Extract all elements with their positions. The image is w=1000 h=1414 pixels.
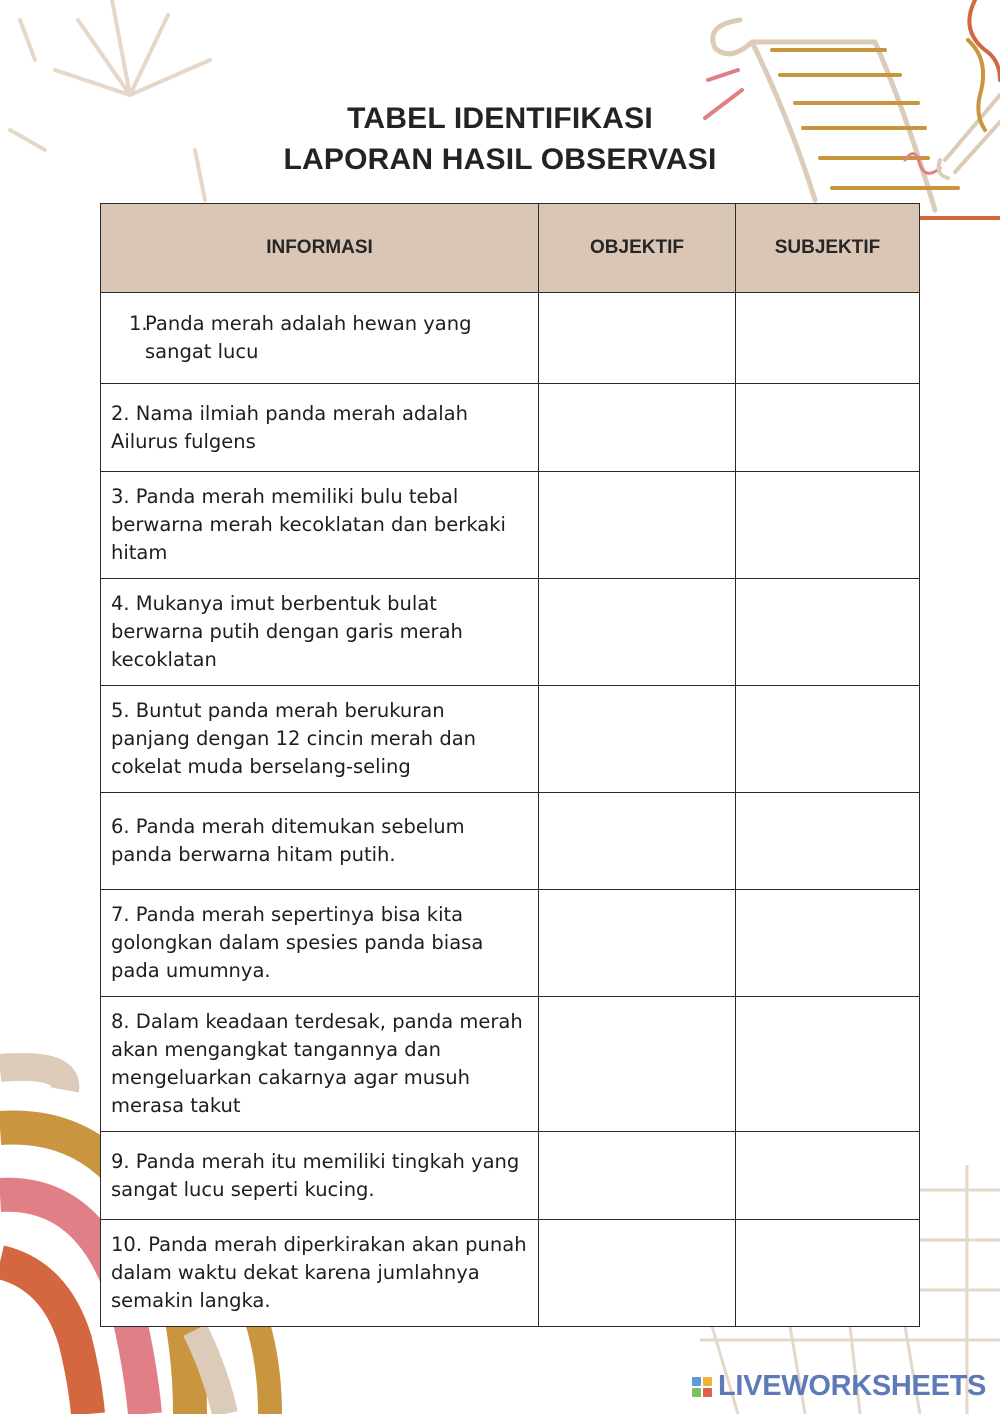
statement-list-item (111, 310, 528, 366)
objektif-answer-cell[interactable] (539, 384, 736, 472)
statement-text: 3. Panda merah memiliki bulu tebal berwarna merah kecoklatan dan berkaki hitam (101, 472, 539, 579)
objektif-answer-cell[interactable] (539, 686, 736, 793)
statement-text: 4. Mukanya imut berbentuk bulat berwarna putih dengan garis merah kecoklatan (101, 579, 539, 686)
table-row (101, 293, 920, 384)
objektif-answer-cell[interactable] (539, 1220, 736, 1327)
statement-text: 8. Dalam keadaan terdesak, panda merah akan mengangkat tangannya dan mengeluarkan cakarnya agar musuh merasa takut (101, 997, 539, 1132)
table-row (101, 384, 920, 472)
identification-table (100, 203, 920, 1327)
table-row (101, 686, 920, 793)
table-row (101, 1132, 920, 1220)
table-row (101, 890, 920, 997)
statement-text: 2. Nama ilmiah panda merah adalah Ailurus fulgens (101, 384, 539, 472)
liveworksheets-brand (692, 1370, 986, 1403)
statement-text: 5. Buntut panda merah berukuran panjang dengan 12 cincin merah dan cokelat muda berselang-seling (101, 686, 539, 793)
objektif-answer-cell[interactable] (539, 890, 736, 997)
subjektif-answer-cell[interactable] (736, 293, 920, 384)
subjektif-answer-cell[interactable] (736, 1220, 920, 1327)
objektif-answer-cell[interactable] (539, 793, 736, 890)
header-objektif: OBJEKTIF (539, 204, 736, 293)
objektif-answer-cell[interactable] (539, 472, 736, 579)
table-row (101, 579, 920, 686)
statement-text: 10. Panda merah diperkirakan akan punah dalam waktu dekat karena jumlahnya semakin langka. (101, 1220, 539, 1327)
objektif-answer-cell[interactable] (539, 997, 736, 1132)
table-row (101, 997, 920, 1132)
objektif-answer-cell[interactable] (539, 579, 736, 686)
subjektif-answer-cell[interactable] (736, 793, 920, 890)
subjektif-answer-cell[interactable] (736, 1132, 920, 1220)
subjektif-answer-cell[interactable] (736, 997, 920, 1132)
table-row (101, 1220, 920, 1327)
statement-number: 1. (129, 312, 148, 335)
subjektif-answer-cell[interactable] (736, 384, 920, 472)
header-subjektif: SUBJEKTIF (736, 204, 920, 293)
table-row (101, 472, 920, 579)
objektif-answer-cell[interactable] (539, 1132, 736, 1220)
subjektif-answer-cell[interactable] (736, 579, 920, 686)
liveworksheets-logo-icon (692, 1377, 712, 1397)
brand-name: LIVEWORKSHEETS (718, 1370, 987, 1402)
statement-text: Panda merah adalah hewan yang sangat lucu (145, 312, 472, 363)
statement-text: 6. Panda merah ditemukan sebelum panda berwarna hitam putih. (101, 793, 539, 890)
table-header-row (101, 204, 920, 293)
title-line-1: TABEL IDENTIFIKASI (347, 102, 653, 135)
subjektif-answer-cell[interactable] (736, 472, 920, 579)
table-row (101, 793, 920, 890)
statement-cell (101, 293, 539, 384)
objektif-answer-cell[interactable] (539, 293, 736, 384)
subjektif-answer-cell[interactable] (736, 890, 920, 997)
statement-text: 9. Panda merah itu memiliki tingkah yang sangat lucu seperti kucing. (101, 1132, 539, 1220)
header-informasi: INFORMASI (101, 204, 539, 293)
subjektif-answer-cell[interactable] (736, 686, 920, 793)
page-title (0, 98, 1000, 180)
title-line-2: LAPORAN HASIL OBSERVASI (283, 143, 717, 176)
statement-text: 7. Panda merah sepertinya bisa kita golongkan dalam spesies panda biasa pada umumnya. (101, 890, 539, 997)
